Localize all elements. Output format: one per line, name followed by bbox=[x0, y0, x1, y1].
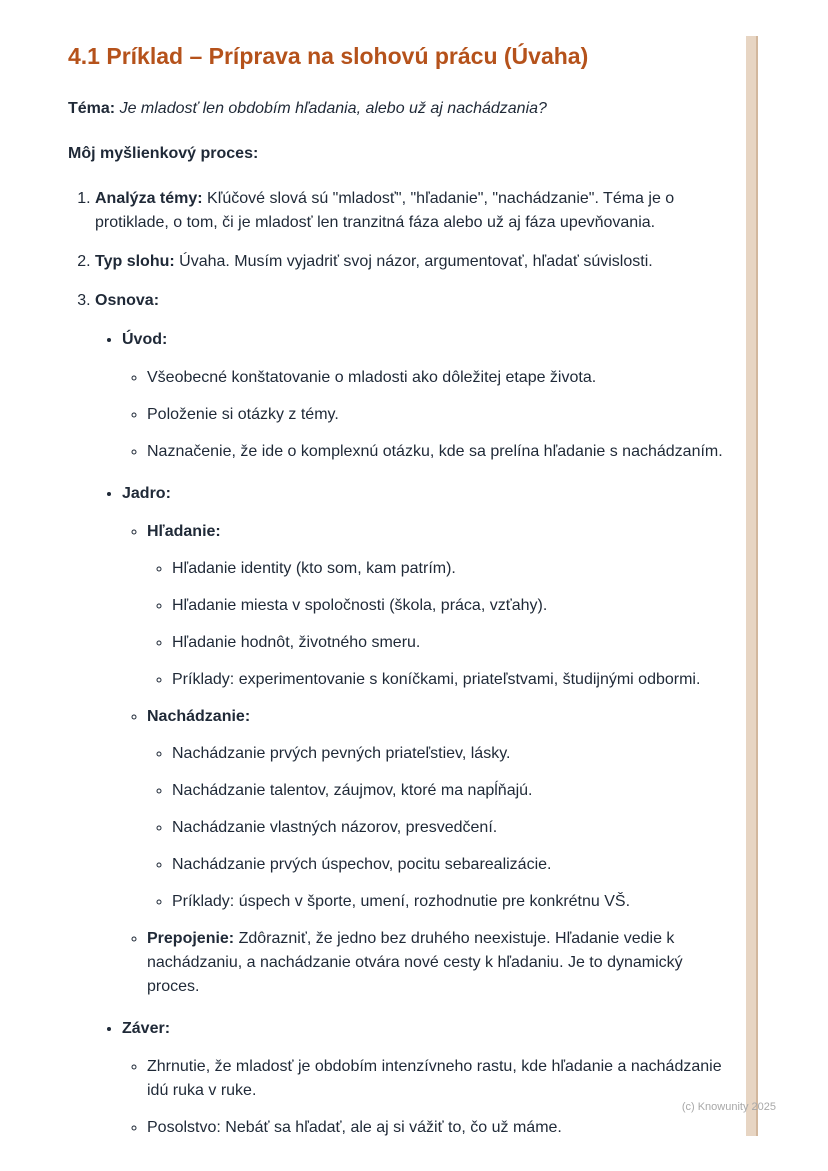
point-text: Položenie si otázky z témy. bbox=[147, 405, 339, 423]
point-text: Posolstvo: Nebáť sa hľadať, ale aj si vážiť to, čo už máme. bbox=[147, 1118, 562, 1136]
point-text: Naznačenie, že ide o komplexnú otázku, kde sa prelína hľadanie s nachádzaním. bbox=[147, 442, 723, 460]
list-item bbox=[147, 403, 732, 427]
list-item bbox=[172, 779, 732, 803]
list-item bbox=[172, 557, 732, 581]
section-label: Jadro: bbox=[122, 484, 171, 502]
list-item bbox=[172, 816, 732, 840]
list-item bbox=[172, 742, 732, 766]
list-item bbox=[172, 631, 732, 655]
item-label: Typ slohu: bbox=[95, 252, 175, 270]
list-item bbox=[172, 594, 732, 618]
list-item bbox=[172, 890, 732, 914]
item-text: Kľúčové slová sú "mladosť", "hľadanie", "nachádzanie". Téma je o protiklade, o tom, či je mladosť len tranzitná fáza alebo už aj fáza upevňovania. bbox=[95, 189, 675, 231]
jadro-hladanie bbox=[147, 520, 732, 692]
thought-process-list bbox=[68, 187, 732, 1140]
topic-label: Téma: bbox=[68, 99, 116, 117]
osnova-zaver bbox=[122, 1017, 732, 1140]
page-margin-stripe bbox=[746, 36, 758, 1136]
section-label: Záver: bbox=[122, 1019, 171, 1037]
footer-credit: (c) Knowunity 2025 bbox=[681, 1101, 776, 1113]
item-text: Úvaha. Musím vyjadriť svoj názor, argumentovať, hľadať súvislosti. bbox=[179, 252, 653, 270]
osnova-uvod bbox=[122, 328, 732, 464]
list-item bbox=[172, 668, 732, 692]
section-label: Úvod: bbox=[122, 330, 168, 348]
uvod-points bbox=[122, 366, 732, 464]
document-content bbox=[68, 42, 732, 1158]
topic-line bbox=[68, 97, 732, 121]
subsection-label: Nachádzanie: bbox=[147, 707, 251, 725]
list-item bbox=[147, 366, 732, 390]
topic-text: Je mladosť len obdobím hľadania, alebo už aj nachádzania? bbox=[119, 99, 547, 117]
point-text: Nachádzanie vlastných názorov, presvedčení. bbox=[172, 818, 498, 836]
point-text: Hľadanie hodnôt, životného smeru. bbox=[172, 633, 421, 651]
list-item bbox=[172, 853, 732, 877]
jadro-prepojenie bbox=[147, 927, 732, 999]
point-text: Zhrnutie, že mladosť je obdobím intenzívneho rastu, kde hľadanie a nachádzanie idú ruka v ruke. bbox=[147, 1057, 722, 1099]
point-text: Hľadanie miesta v spoločnosti (škola, práca, vzťahy). bbox=[172, 596, 548, 614]
item-label: Osnova: bbox=[95, 291, 160, 309]
point-text: Nachádzanie talentov, záujmov, ktoré ma napĺňajú. bbox=[172, 781, 533, 799]
point-text: Hľadanie identity (kto som, kam patrím). bbox=[172, 559, 456, 577]
list-item bbox=[147, 440, 732, 464]
point-text: Nachádzanie prvých pevných priateľstiev, lásky. bbox=[172, 744, 511, 762]
item-label: Analýza témy: bbox=[95, 189, 203, 207]
osnova-list bbox=[95, 328, 732, 1140]
list-item bbox=[147, 1116, 732, 1140]
point-text: Príklady: úspech v športe, umení, rozhodnutie pre konkrétnu VŠ. bbox=[172, 892, 631, 910]
list-item-typ-slohu bbox=[95, 250, 732, 274]
point-text: Zdôrazniť, že jedno bez druhého neexistuje. Hľadanie vedie k nachádzaniu, a nachádzanie otvára nové cesty k hľadaniu. Je to dynamický proces. bbox=[147, 929, 683, 995]
jadro-points bbox=[122, 520, 732, 999]
nachadzanie-points bbox=[147, 742, 732, 914]
jadro-nachadzanie bbox=[147, 705, 732, 914]
page-title: 4.1 Príklad – Príprava na slohovú prácu (Úvaha) bbox=[68, 43, 589, 69]
subsection-label: Prepojenie: bbox=[147, 929, 235, 947]
process-heading: Môj myšlienkový proces: bbox=[68, 144, 259, 162]
hladanie-points bbox=[147, 557, 732, 692]
list-item-analyza bbox=[95, 187, 732, 235]
subsection-label: Hľadanie: bbox=[147, 522, 221, 540]
list-item-osnova bbox=[95, 289, 732, 1140]
osnova-jadro bbox=[122, 482, 732, 999]
list-item bbox=[147, 1055, 732, 1103]
zaver-points bbox=[122, 1055, 732, 1140]
point-text: Všeobecné konštatovanie o mladosti ako dôležitej etape života. bbox=[147, 368, 597, 386]
point-text: Nachádzanie prvých úspechov, pocitu sebarealizácie. bbox=[172, 855, 552, 873]
point-text: Príklady: experimentovanie s koníčkami, priateľstvami, študijnými odbormi. bbox=[172, 670, 701, 688]
